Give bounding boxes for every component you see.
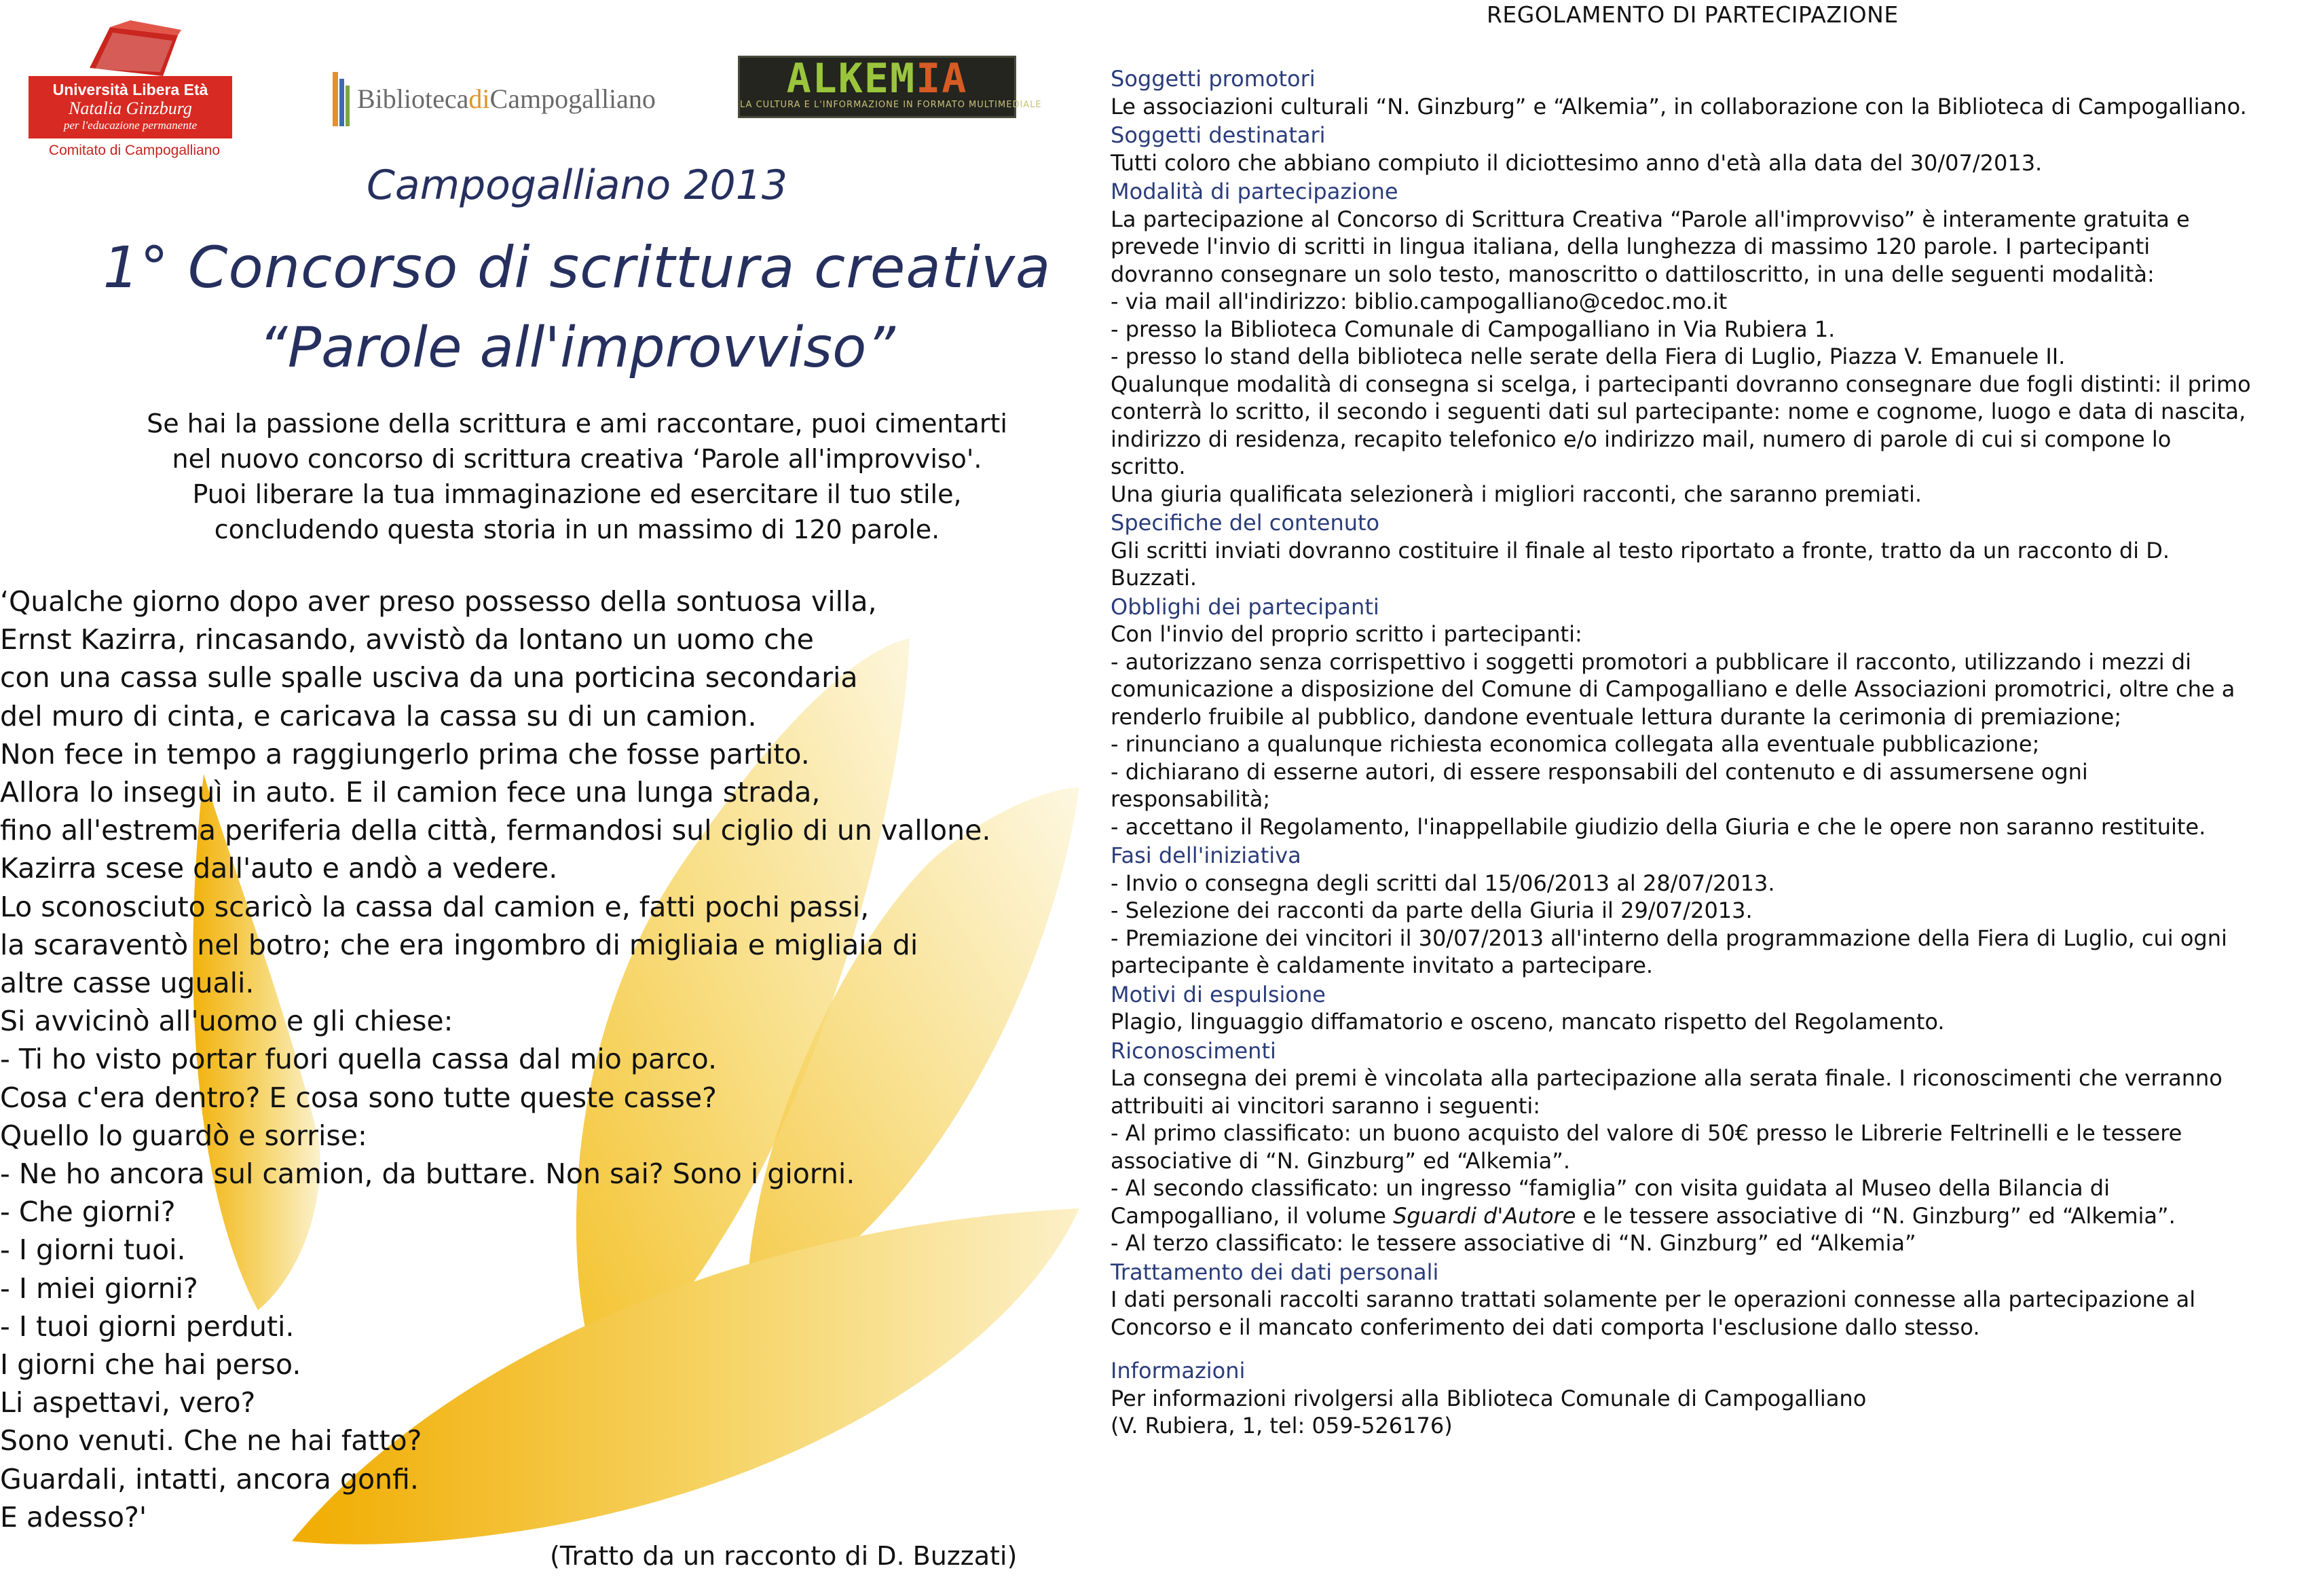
section-heading: Soggetti destinatari (1111, 122, 1326, 148)
story-line: - I giorni tuoi. (0, 1233, 186, 1267)
section-line: responsabilità; (1111, 786, 1271, 812)
regolamento-title: REGOLAMENTO DI PARTECIPAZIONE (1487, 1, 1899, 28)
section-line: scritto. (1111, 453, 1186, 479)
biblioteca-name-part1: Biblioteca (357, 83, 469, 114)
story-line: del muro di cinta, e caricava la cassa su di un camion. (0, 699, 757, 732)
ule-subtitle: Comitato di Campogalliano (48, 143, 221, 158)
book-spines-icon (333, 72, 353, 126)
section-line: La consegna dei premi è vincolata alla partecipazione alla serata finale. I riconoscimenti che verranno (1111, 1065, 2223, 1091)
section-heading: Soggetti promotori (1111, 66, 1316, 92)
story-line: Ernst Kazirra, rincasando, avvistò da lontano un uomo che (0, 623, 814, 656)
ule-line2: Natalia Ginzburg (69, 98, 192, 118)
section-line: Una giuria qualificata selezionerà i migliori racconti, che saranno premiati. (1111, 481, 1922, 507)
story-line: con una cassa sulle spalle usciva da una porticina secondaria (0, 661, 858, 694)
section-line: - rinunciano a qualunque richiesta economica collegata alla eventuale pubblicazione; (1111, 731, 2040, 757)
section-line: (V. Rubiera, 1, tel: 059-526176) (1111, 1413, 1453, 1439)
story-line: Allora lo inseguì in auto. E il camion fece una lunga strada, (0, 776, 821, 809)
story-line: Kazirra scese dall'auto e andò a vedere. (0, 852, 558, 885)
story-line: Non fece in tempo a raggiungerlo prima che fosse partito. (0, 737, 810, 771)
story-line: - Ti ho visto portar fuori quella cassa dal mio parco. (0, 1043, 717, 1076)
section-line: - Al secondo classificato: un ingresso “famiglia” con visita guidata al Museo della Bilancia di (1111, 1175, 2110, 1201)
biblioteca-name-part2: di (468, 83, 490, 114)
story-line: Si avvicinò all'uomo e gli chiese: (0, 1005, 453, 1038)
alkemia-name (740, 55, 1014, 103)
section-spacer (1111, 1341, 2292, 1356)
story-source: (Tratto da un racconto di D. Buzzati) (550, 1541, 1018, 1571)
section-line: - presso lo stand della biblioteca nelle serate della Fiera di Luglio, Piazza V. Emanuele II. (1111, 344, 2066, 369)
section-line: comunicazione a disposizione del Comune di Campogalliano e delle Associazioni promotrici, oltre che a (1111, 676, 2235, 702)
section-heading: Fasi dell'iniziativa (1111, 842, 1301, 868)
biblioteca-name (357, 83, 656, 115)
book-title: Sguardi d'Autore (1393, 1202, 1576, 1229)
section-line: - presso la Biblioteca Comunale di Campogalliano in Via Rubiera 1. (1111, 316, 1836, 342)
section-line: Concorso e il mancato conferimento dei dati comporta l'esclusione dallo stesso. (1111, 1314, 1980, 1340)
ule-line1: Università Libera Età (52, 81, 208, 98)
story-line: E adesso?' (0, 1500, 147, 1534)
section-heading: Trattamento dei dati personali (1111, 1259, 1439, 1285)
section-line: Tutti coloro che abbiano compiuto il diciottesimo anno d'età alla data del 30/07/2013. (1111, 149, 2043, 176)
universita-libera-eta-logo (26, 20, 243, 158)
section-line: - Premiazione dei vincitori il 30/07/2013 all'interno della programmazione della Fiera di Luglio, cui ogni (1111, 925, 2227, 951)
alkemia-tagline: LA CULTURA E L'INFORMAZIONE IN FORMATO MULTIMEDIALE (740, 100, 1042, 110)
alkemia-logo (738, 55, 1042, 118)
intro-line: Se hai la passione della scrittura e ami raccontare, puoi cimentarti (147, 409, 1007, 439)
section-heading: Informazioni (1111, 1358, 1246, 1384)
story-line: ‘Qualche giorno dopo aver preso possesso della sontuosa villa, (0, 585, 877, 618)
story-line: - I miei giorni? (0, 1272, 198, 1305)
intro-line: concludendo questa storia in un massimo di 120 parole. (214, 515, 940, 544)
alkemia-name-a: ALKEM (786, 55, 916, 103)
section-line: Buzzati. (1111, 565, 1197, 591)
section-line: prevede l'invio di scritti in lingua italiana, della lunghezza di massimo 120 parole. I partecipanti (1111, 234, 2151, 259)
story-line: la scaraventò nel botro; che era ingombro di migliaia e migliaia di (0, 928, 918, 961)
biblioteca-logo (333, 67, 686, 128)
section-line: Con l'invio del proprio scritto i partecipanti: (1111, 621, 1582, 647)
section-line: - Selezione dei racconti da parte della Giuria il 29/07/2013. (1111, 897, 1753, 923)
section-heading: Riconoscimenti (1111, 1037, 1276, 1064)
section-heading: Modalità di partecipazione (1111, 179, 1398, 204)
story-line: altre casse uguali. (0, 967, 255, 1000)
intro-line: Puoi liberare la tua immaginazione ed esercitare il tuo stile, (192, 479, 962, 509)
section-line: - via mail all'indirizzo: biblio.campogalliano@cedoc.mo.it (1111, 289, 1728, 314)
biblioteca-name-part3: Campogalliano (489, 83, 656, 114)
section-line: indirizzo di residenza, recapito telefonico e/o indirizzo mail, numero di parole di cui si compone lo (1111, 426, 2172, 452)
section-line: partecipante è caldamente invitato a partecipare. (1111, 952, 1654, 978)
section-line: - Invio o consegna degli scritti dal 15/06/2013 al 28/07/2013. (1111, 870, 1775, 896)
section-line: Le associazioni culturali “N. Ginzburg” e “Alkemia”, in collaborazione con la Biblioteca di Campogalliano. (1111, 93, 2247, 119)
section-line: associative di “N. Ginzburg” ed “Alkemia”. (1111, 1147, 1571, 1174)
section-line: Gli scritti inviati dovranno costituire il finale al testo riportato a fronte, tratto da un racconto di D. (1111, 537, 2170, 563)
story-line: Sono venuti. Che ne hai fatto? (0, 1424, 422, 1458)
event-subtitle: Campogalliano 2013 (366, 162, 788, 209)
intro-line: nel nuovo concorso di scrittura creativa ‘Parole all'improvviso'. (172, 444, 982, 474)
story-line: Cosa c'era dentro? E cosa sono tutte queste casse? (0, 1081, 717, 1114)
section-line: I dati personali raccolti saranno trattati solamente per le operazioni connesse alla partecipazione al (1111, 1286, 2196, 1312)
contest-name: “Parole all'improvviso” (259, 316, 895, 380)
contest-title: 1° Concorso di scrittura creativa (103, 234, 1052, 301)
section-line: dovranno consegnare un solo testo, manoscritto o dattiloscritto, in una delle seguenti modalità: (1111, 261, 2155, 287)
alkemia-name-b: IA (916, 55, 968, 103)
section-heading: Motivi di espulsione (1111, 981, 1326, 1007)
flag-icon (83, 20, 185, 83)
ule-label-box (29, 76, 232, 138)
ule-line3: per l'educazione permanente (63, 119, 198, 132)
story-line: I giorni che hai perso. (0, 1348, 301, 1381)
section-line: renderlo fruibile al pubblico, dandone eventuale lettura durante la cerimonia di premiazione; (1111, 703, 2122, 730)
section-line: Campogalliano, il volume Sguardi d'Autore e le tessere associative di “N. Ginzburg” ed “Alkemia”. (1111, 1202, 2176, 1229)
section-line: - Al primo classificato: un buono acquisto del valore di 50€ presso le Librerie Feltrinelli e le tessere (1111, 1120, 2182, 1146)
story-line: fino all'estrema periferia della città, fermandosi sul ciglio di un vallone. (0, 814, 991, 847)
story-line: - I tuoi giorni perduti. (0, 1310, 295, 1343)
section-line: - Al terzo classificato: le tessere associative di “N. Ginzburg” ed “Alkemia” (1111, 1230, 1916, 1256)
section-heading: Obblighi dei partecipanti (1111, 593, 1379, 620)
section-line: conterrà lo scritto, il secondo i seguenti dati sul partecipante: nome e cognome, luogo e data di nascita, (1111, 398, 2246, 424)
section-line: Plagio, linguaggio diffamatorio e osceno, mancato rispetto del Regolamento. (1111, 1009, 1945, 1035)
story-excerpt (0, 582, 1100, 1536)
story-line: - Ne ho ancora sul camion, da buttare. Non sai? Sono i giorni. (0, 1157, 855, 1191)
section-line: attribuiti ai vincitori saranno i seguenti: (1111, 1092, 1541, 1119)
story-line: Lo sconosciuto scaricò la cassa dal camion e, fatti pochi passi, (0, 890, 870, 923)
section-line: - autorizzano senza corrispettivo i soggetti promotori a pubblicare il racconto, utilizzando i mezzi di (1111, 648, 2191, 675)
story-line: Quello lo guardò e sorrise: (0, 1119, 367, 1152)
intro-text (0, 406, 1154, 547)
section-line: - accettano il Regolamento, l'inappellabile giudizio della Giuria e che le opere non saranno restituite. (1111, 813, 2206, 840)
story-line: Li aspettavi, vero? (0, 1386, 256, 1419)
section-heading: Specifiche del contenuto (1111, 510, 1380, 536)
section-line: La partecipazione al Concorso di Scrittura Creativa “Parole all'improvviso” è interamente gratuita e (1111, 206, 2190, 232)
story-line: Guardali, intatti, ancora gonfi. (0, 1462, 419, 1496)
story-line: - Che giorni? (0, 1195, 176, 1229)
section-line: Qualunque modalità di consegna si scelga, i partecipanti dovranno consegnare due fogli distinti: il primo (1111, 371, 2251, 397)
regolamento-body (1111, 64, 2292, 1440)
section-line: - dichiarano di esserne autori, di essere responsabili del contenuto e di assumersene ogni (1111, 758, 2088, 785)
section-line: Per informazioni rivolgersi alla Biblioteca Comunale di Campogalliano (1111, 1385, 1867, 1411)
